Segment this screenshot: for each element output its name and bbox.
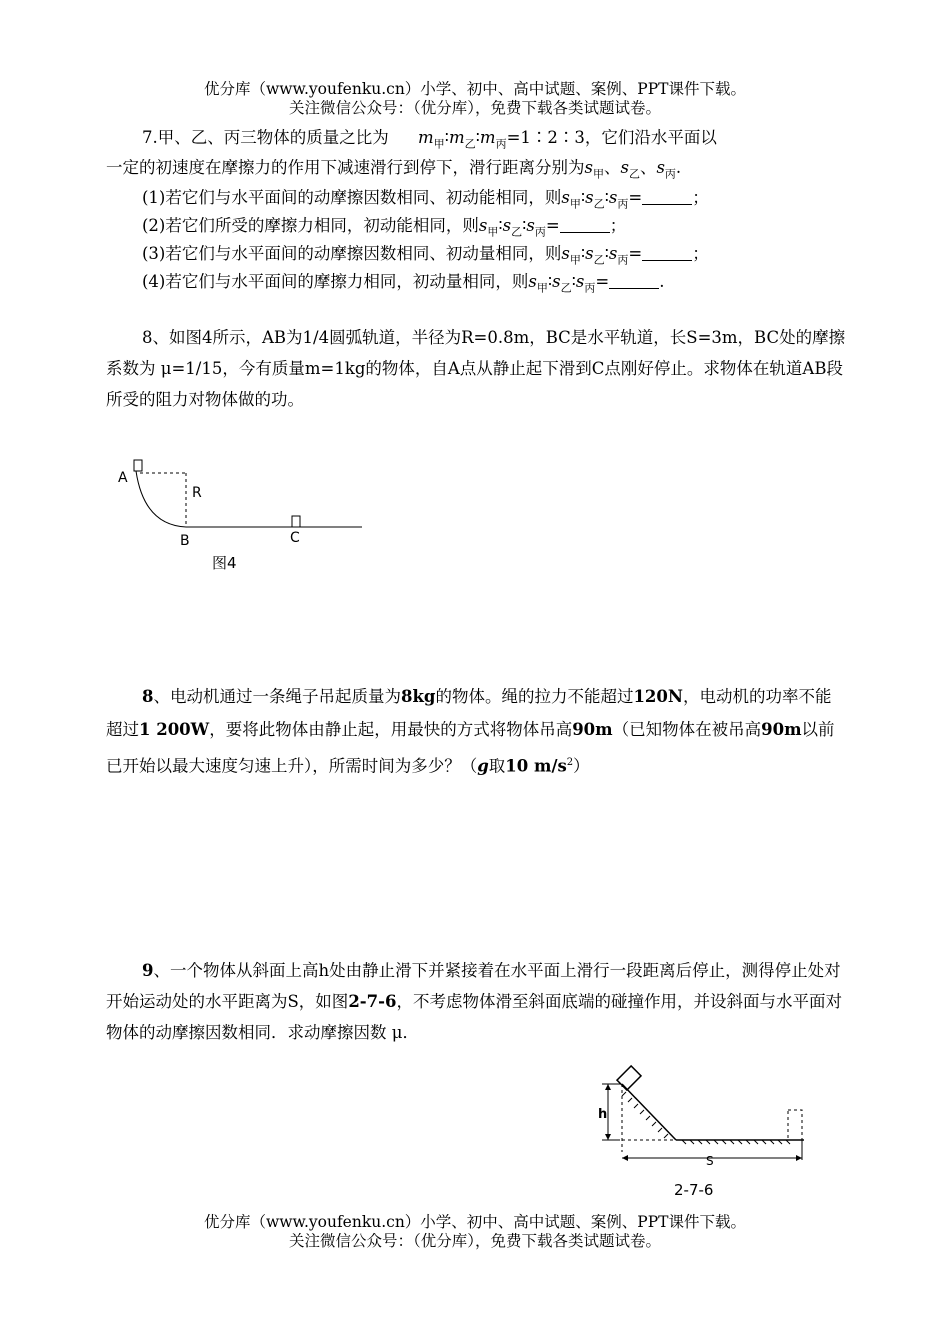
label-c: C bbox=[290, 530, 300, 546]
answer-blank[interactable] bbox=[609, 274, 659, 289]
q8a-text: 8、如图4所示，AB为1/4圆弧轨道，半径为R=0.8m，BC是水平轨道，长S=3m，BC处的摩擦系数为 μ=1/15，今有质量m=1kg的物体，自A点从静止起下滑到C点刚好停止。求物体在轨道AB段所受的阻力对物体做的功。 bbox=[106, 328, 846, 409]
q7-line-1: 7.甲、乙、丙三物体的质量之比为 $m_甲∶m_乙∶m_丙=1∶2∶3$，它们沿水平面以 bbox=[142, 128, 717, 151]
figure-caption: 图4 bbox=[212, 554, 237, 572]
footer-line-1: 优分库（www.youfenku.cn）小学、初中、高中试题、案例、PPT课件下载。 bbox=[203, 1213, 747, 1231]
arc-track bbox=[136, 471, 186, 527]
q9-text: 9、一个物体从斜面上高h处由静止滑下并紧接着在水平面上滑行一段距离后停止，测得停止处对开始运动处的水平距离为S，如图2-7-6，不考虑物体滑至斜面底端的碰撞作用，并设斜面与水平面对物体的动摩擦因数相同．求动摩擦因数 μ． bbox=[106, 961, 842, 1042]
label-h: h bbox=[598, 1107, 608, 1122]
block-end bbox=[788, 1110, 802, 1140]
figure-2-7-6 bbox=[596, 1062, 816, 1202]
figure-caption: 2-7-6 bbox=[674, 1181, 714, 1199]
q7-line-2: 一定的初速度在摩擦力的作用下减速滑行到停下，滑行距离分别为$s_甲$、$s_乙$、$s_丙$. bbox=[106, 158, 682, 181]
header-line-2: 关注微信公众号：（优分库），免费下载各类试题试卷。 bbox=[288, 99, 661, 117]
label-s: S bbox=[706, 1154, 714, 1168]
q7-item-3: (3)若它们与水平面间的动摩擦因数相同、初动量相同，则$s_甲∶s_乙∶s_丙=$ ； bbox=[142, 244, 709, 267]
q8b-text: 8、电动机通过一条绳子吊起质量为8kg的物体。绳的拉力不能超过120N，电动机的功率不能超过1 200W，要将此物体由静止起，用最快的方式将物体吊高90m（已知物体在被吊高90m以前已开始以最大速度匀速上升），所需时间为多少？（g取10 $m/s^2$） bbox=[106, 687, 835, 776]
header-line-1: 优分库（www.youfenku.cn）小学、初中、高中试题、案例、PPT课件下载。 bbox=[203, 80, 747, 98]
slope-hatch bbox=[622, 1092, 668, 1138]
block-a bbox=[134, 460, 142, 471]
answer-blank[interactable] bbox=[560, 218, 610, 233]
q7-item-4: (4)若它们与水平面间的摩擦力相同，初动量相同，则$s_甲∶s_乙∶s_丙=$ . bbox=[142, 272, 665, 295]
label-r: R bbox=[192, 485, 202, 501]
q7-item-2: (2)若它们所受的摩擦力相同，初动能相同，则$s_甲∶s_乙∶s_丙=$ ； bbox=[142, 216, 627, 239]
figure-4 bbox=[110, 455, 370, 580]
slope-line bbox=[622, 1084, 676, 1140]
block-c bbox=[292, 516, 300, 527]
label-b: B bbox=[180, 533, 190, 549]
label-a: A bbox=[118, 470, 128, 486]
block-on-slope bbox=[617, 1066, 641, 1090]
answer-blank[interactable] bbox=[642, 190, 692, 205]
answer-blank[interactable] bbox=[642, 246, 692, 261]
footer-line-2: 关注微信公众号：（优分库），免费下载各类试题试卷。 bbox=[288, 1232, 661, 1250]
q7-item-1: (1)若它们与水平面间的动摩擦因数相同、初动能相同，则$s_甲∶s_乙∶s_丙=$ ； bbox=[142, 188, 709, 211]
